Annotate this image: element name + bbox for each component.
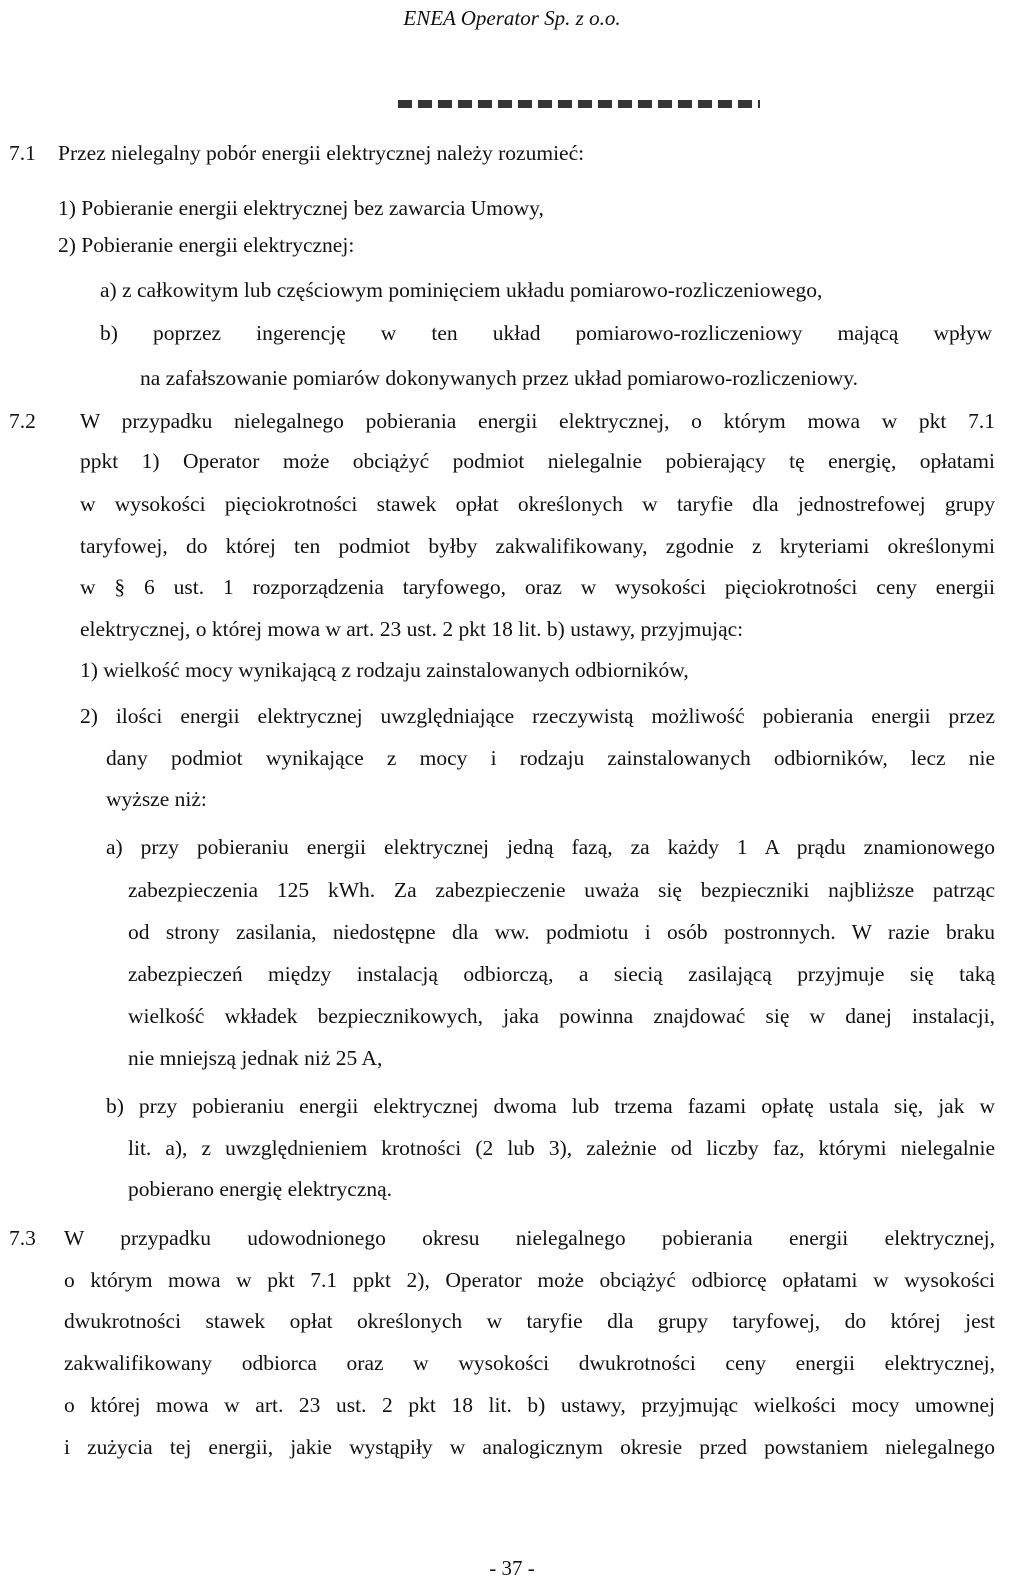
text-line: nie mniejszą jednak niż 25 A, — [128, 1046, 383, 1070]
text-line: na zafałszowanie pomiarów dokonywanych przez układ pomiarowo-rozliczeniowy. — [140, 366, 858, 390]
list-item: 1) Pobieranie energii elektrycznej bez zawarcia Umowy, — [58, 196, 544, 220]
list-item: 1) wielkość mocy wynikającą z rodzaju zainstalowanych odbiorników, — [80, 658, 689, 682]
section-number: 7.2 — [9, 409, 36, 433]
sub-list-item: a) z całkowitym lub częściowym pominięciem układu pomiarowo-rozliczeniowego, — [100, 278, 823, 302]
text-line: i zużycia tej energii, jakie wystąpiły w analogicznym okresie przed powstaniem nielegalnego — [64, 1435, 995, 1459]
sub-list-item: b) przy pobieraniu energii elektrycznej dwoma lub trzema fazami opłatę ustala się, jak w — [106, 1094, 995, 1118]
text-line: lit. a), z uwzględnieniem krotności (2 lub 3), zależnie od liczby faz, którymi nielegalnie — [128, 1136, 995, 1160]
section-number: 7.3 — [9, 1226, 36, 1250]
text-line: pobierano energię elektryczną. — [128, 1177, 393, 1201]
text-line: elektrycznej, o której mowa w art. 23 ust. 2 pkt 18 lit. b) ustawy, przyjmując: — [80, 617, 744, 641]
text-line: taryfowej, do której ten podmiot byłby zakwalifikowany, zgodnie z kryteriami określonymi — [80, 534, 995, 558]
text-line: W przypadku nielegalnego pobierania energii elektrycznej, o którym mowa w pkt 7.1 — [80, 409, 995, 433]
text-line: o którym mowa w pkt 7.1 ppkt 2), Operator może obciążyć odbiorcę opłatami w wysokości — [64, 1268, 995, 1292]
text-line: wyższe niż: — [106, 787, 207, 811]
text-line: dany podmiot wynikające z mocy i rodzaju zainstalowanych odbiorników, lecz nie — [106, 746, 995, 770]
text-line: w § 6 ust. 1 rozporządzenia taryfowego, oraz w wysokości pięciokrotności ceny energii — [80, 575, 995, 599]
list-item: 2) ilości energii elektrycznej uwzględniające rzeczywistą możliwość pobierania energii przez — [80, 704, 995, 728]
section-number: 7.1 — [9, 141, 36, 165]
cut-off-heading — [398, 100, 760, 108]
sub-list-item: b) poprzez ingerencję w ten układ pomiarowo-rozliczeniowy mającą wpływ — [100, 321, 992, 345]
text-line: zakwalifikowany odbiorca oraz w wysokości dwukrotności ceny energii elektrycznej, — [64, 1351, 995, 1375]
text-line: W przypadku udowodnionego okresu nielegalnego pobierania energii elektrycznej, — [64, 1226, 995, 1250]
text-line: wielkość wkładek bezpiecznikowych, jaka powinna znajdować się w danej instalacji, — [128, 1004, 995, 1028]
text-line: zabezpieczeń między instalacją odbiorczą, a siecią zasilającą przyjmuje się taką — [128, 962, 995, 986]
sub-list-item: a) przy pobieraniu energii elektrycznej jedną fazą, za każdy 1 A prądu znamionowego — [106, 835, 995, 859]
page-number: - 37 - — [489, 1556, 535, 1580]
text-line: w wysokości pięciokrotności stawek opłat określonych w taryfie dla jednostrefowej grupy — [80, 492, 995, 516]
text-line: dwukrotności stawek opłat określonych w taryfie dla grupy taryfowej, do której jest — [64, 1309, 995, 1333]
page-header: ENEA Operator Sp. z o.o. — [403, 6, 621, 30]
text-line: ppkt 1) Operator może obciążyć podmiot nielegalnie pobierający tę energię, opłatami — [80, 449, 995, 473]
text-line: Przez nielegalny pobór energii elektrycznej należy rozumieć: — [58, 141, 585, 165]
text-line: od strony zasilania, niedostępne dla ww. podmiotu i osób postronnych. W razie braku — [128, 920, 995, 944]
text-line: zabezpieczenia 125 kWh. Za zabezpieczenie uważa się bezpieczniki najbliższe patrząc — [128, 878, 995, 902]
text-line: o której mowa w art. 23 ust. 2 pkt 18 lit. b) ustawy, przyjmując wielkości mocy umownej — [64, 1393, 995, 1417]
list-item: 2) Pobieranie energii elektrycznej: — [58, 233, 355, 257]
